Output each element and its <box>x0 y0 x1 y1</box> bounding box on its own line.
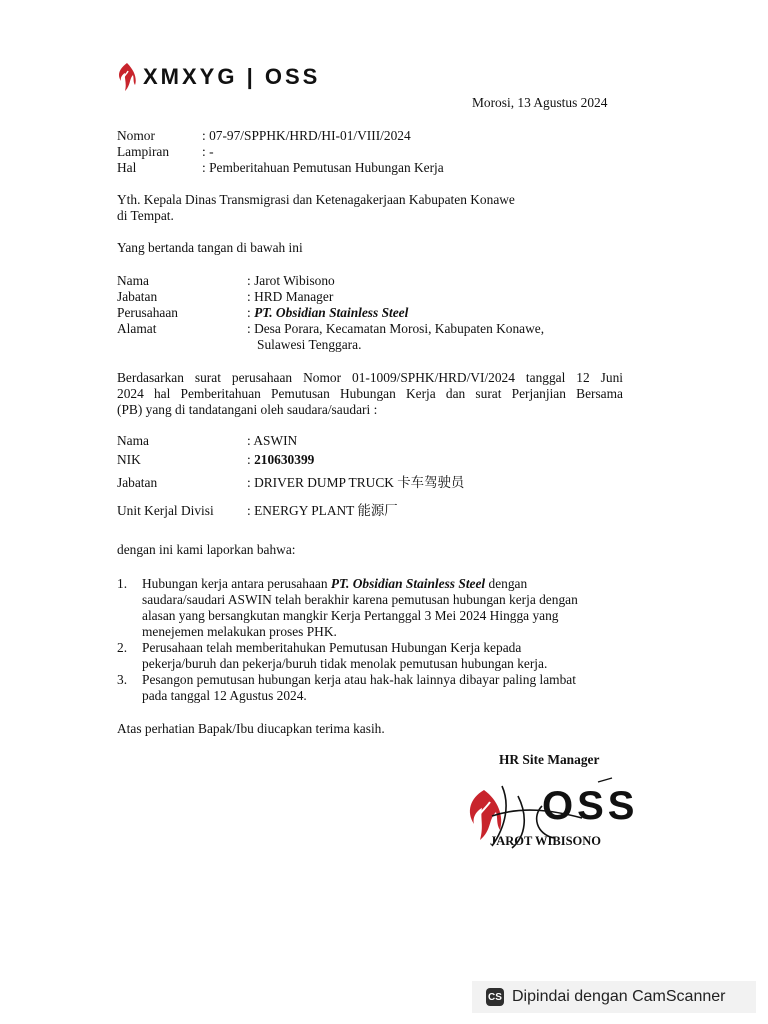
flame-logo-icon <box>115 61 139 93</box>
field-label: Nama <box>117 433 149 448</box>
field-value: : ASWIN <box>247 433 298 448</box>
list-number: 2. <box>117 640 128 655</box>
signer-name: JAROT WIBISONO <box>490 834 602 848</box>
list-item <box>117 576 637 646</box>
list-line: pada tanggal 12 Agustus 2024. <box>142 688 307 703</box>
meta-value: : Pemberitahuan Pemutusan Hubungan Kerja <box>202 160 444 175</box>
list-item <box>117 672 637 708</box>
field-value: : HRD Manager <box>247 289 334 304</box>
watermark-text: Dipindai dengan CamScanner <box>512 988 726 1005</box>
field-label: Unit Kerjal Divisi <box>117 503 214 518</box>
list-line: Perusahaan telah memberitahukan Pemutusan Hubungan Kerja kepada <box>142 640 522 655</box>
list-number: 1. <box>117 576 128 591</box>
company-logo <box>115 60 320 94</box>
recipient-line: di Tempat. <box>117 208 174 223</box>
meta-label: Nomor <box>117 128 155 143</box>
field-label: Jabatan <box>117 475 158 490</box>
basis-line: Berdasarkan surat perusahaan Nomor 01-1009/SPHK/HRD/VI/2024 tanggal 12 Juni <box>117 370 623 385</box>
place-date: Morosi, 13 Agustus 2024 <box>472 95 608 110</box>
field-value <box>247 452 314 468</box>
list-number: 3. <box>117 672 128 687</box>
meta-label: Lampiran <box>117 144 170 159</box>
basis-line: 2024 hal Pemberitahuan Pemutusan Hubungan Kerja dan surat Perjanjian Bersama <box>117 386 623 401</box>
recipient-line: Yth. Kepala Dinas Transmigrasi dan Ketenagakerjaan Kabupaten Konawe <box>117 192 515 207</box>
logo-text: XMXYG | OSS <box>143 64 321 89</box>
signature-stamp <box>462 776 642 856</box>
field-label: Jabatan <box>117 289 158 304</box>
list-line: saudara/saudari ASWIN telah berakhir karena pemutusan hubungan kerja dengan <box>142 592 578 607</box>
list-line: alasan yang bersangkutan mangkir Kerja Pertanggal 3 Mei 2024 Hingga yang <box>142 608 559 623</box>
meta-value: : 07-97/SPPHK/HRD/HI-01/VIII/2024 <box>202 128 411 143</box>
camscanner-watermark <box>472 981 756 1013</box>
field-value <box>247 305 408 321</box>
field-label: NIK <box>117 452 141 467</box>
report-intro: dengan ini kami laporkan bahwa: <box>117 542 296 557</box>
field-value: : DRIVER DUMP TRUCK 卡车驾驶员 <box>247 475 465 490</box>
field-label: Nama <box>117 273 149 288</box>
field-label: Perusahaan <box>117 305 178 320</box>
colon-prefix: : <box>247 452 255 467</box>
list-line: menejemen melakukan proses PHK. <box>142 624 337 639</box>
meta-label: Hal <box>117 160 137 175</box>
field-value: : Jarot Wibisono <box>247 273 335 288</box>
list-line: pekerja/buruh dan pekerja/buruh tidak menolak pemutusan hubungan kerja. <box>142 656 548 671</box>
colon-prefix: : <box>247 305 255 320</box>
field-value: Sulawesi Tenggara. <box>257 337 362 352</box>
meta-value: : - <box>202 144 214 159</box>
field-label: Alamat <box>117 321 157 336</box>
closing-text: Atas perhatian Bapak/Ibu diucapkan terima kasih. <box>117 721 385 736</box>
basis-line: (PB) yang di tandatangani oleh saudara/saudari : <box>117 402 378 417</box>
list-line <box>142 576 527 592</box>
intro-text: Yang bertanda tangan di bawah ini <box>117 240 303 255</box>
list-item <box>117 640 637 676</box>
text-span: dengan <box>485 576 528 591</box>
field-value: : ENERGY PLANT 能源厂 <box>247 503 398 518</box>
signature-title: HR Site Manager <box>499 752 600 767</box>
company-name: PT. Obsidian Stainless Steel <box>254 305 409 320</box>
stamp-text: OSS <box>542 784 639 828</box>
text-span: Hubungan kerja antara perusahaan <box>142 576 331 591</box>
company-name: PT. Obsidian Stainless Steel <box>330 576 486 591</box>
nik-number: 210630399 <box>254 452 315 467</box>
list-line: Pesangon pemutusan hubungan kerja atau hak-hak lainnya dibayar paling lambat <box>142 672 576 687</box>
field-value: : Desa Porara, Kecamatan Morosi, Kabupaten Konawe, <box>247 321 545 336</box>
camscanner-icon: CS <box>486 988 504 1006</box>
